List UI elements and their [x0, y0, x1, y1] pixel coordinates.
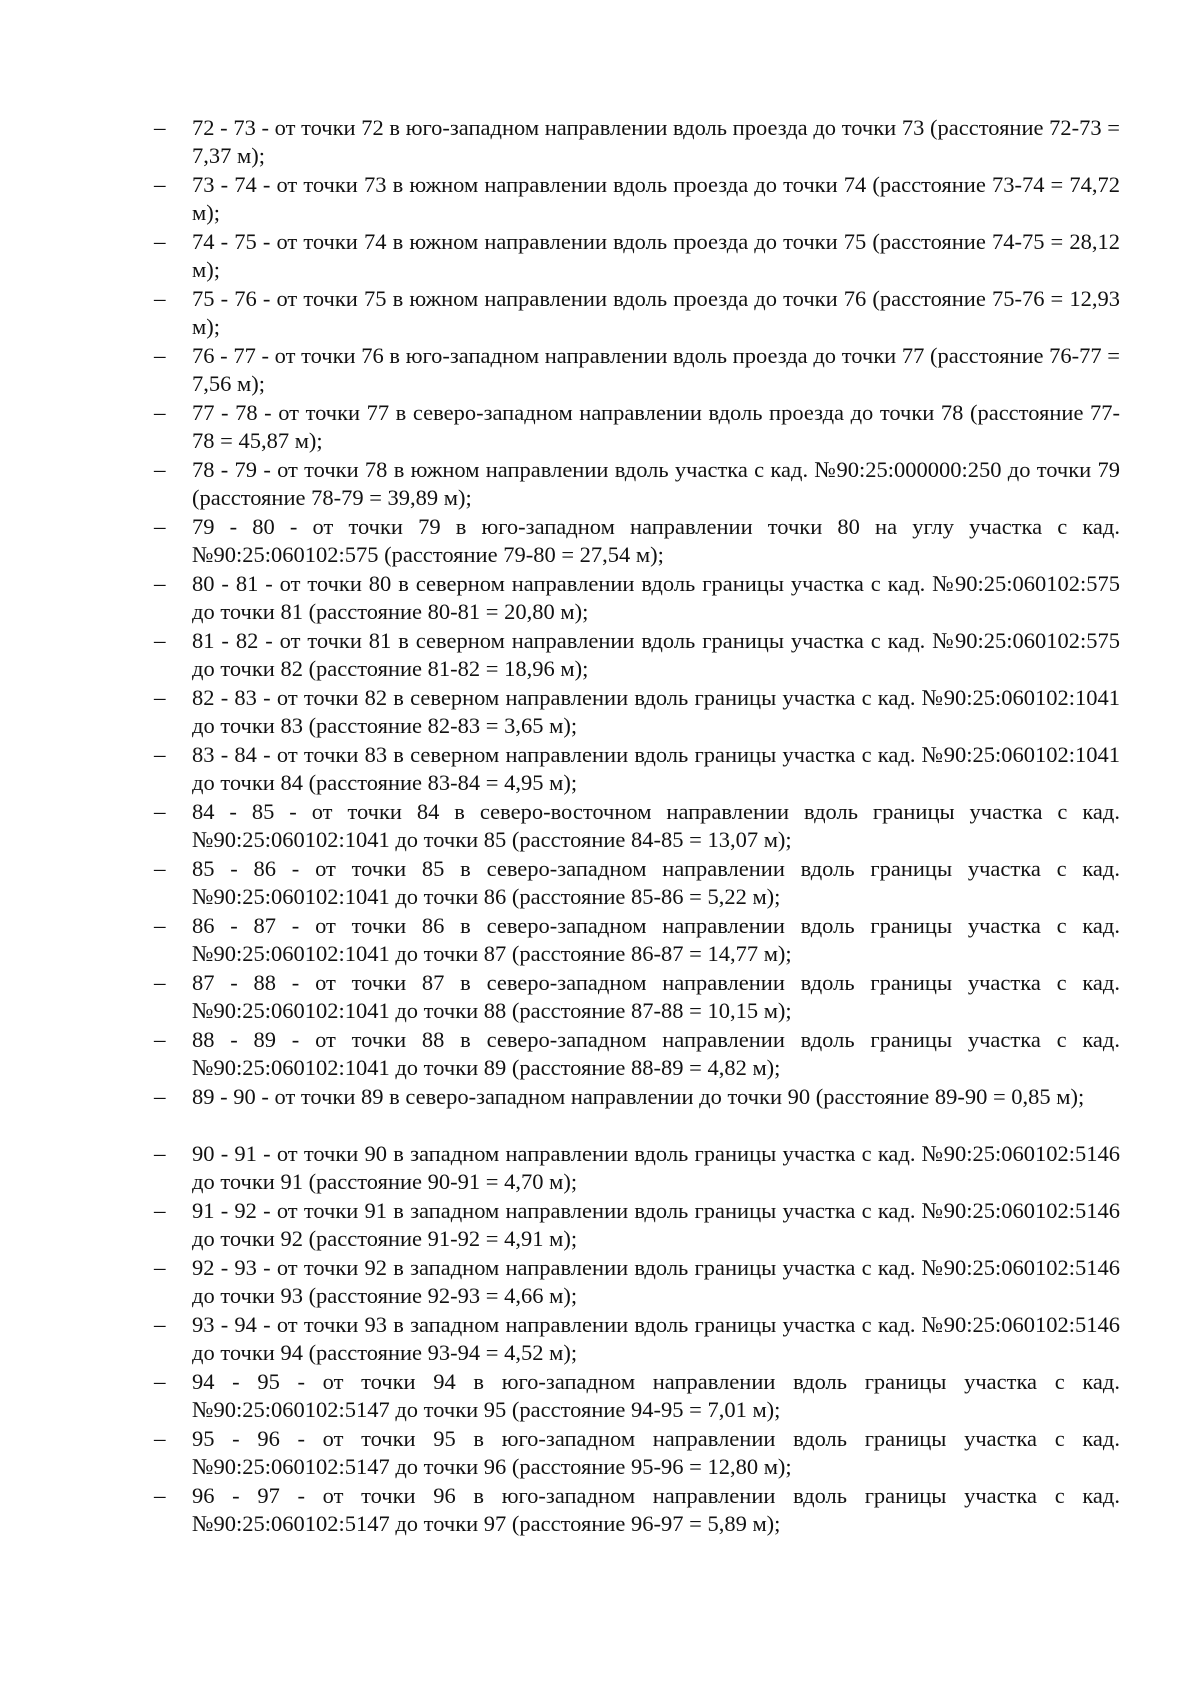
list-item-text: 84 - 85 - от точки 84 в северо-восточном направлении вдоль границы участка с кад. №90:25:060102:1041 до точки 85 (расстояние 84-85 = 13,07 м); — [192, 799, 1120, 852]
list-bullet: – — [154, 115, 166, 140]
list-bullet: – — [154, 685, 166, 710]
list-item-text: 83 - 84 - от точки 83 в северном направлении вдоль границы участка с кад. №90:25:060102:1041 до точки 84 (расстояние 83-84 = 4,95 м); — [192, 742, 1120, 795]
list-bullet: – — [154, 1141, 166, 1166]
list-item — [154, 513, 1120, 570]
list-item — [154, 1026, 1120, 1083]
list-item-text: 95 - 96 - от точки 95 в юго-западном направлении вдоль границы участка с кад. №90:25:060102:5147 до точки 96 (расстояние 95-96 = 12,80 м); — [192, 1426, 1120, 1479]
list-item — [154, 798, 1120, 855]
list-item-text: 75 - 76 - от точки 75 в южном направлении вдоль проезда до точки 76 (расстояние 75-76 = 12,93 м); — [192, 286, 1120, 339]
list-bullet: – — [154, 1312, 166, 1337]
list-bullet: – — [154, 628, 166, 653]
list-item — [154, 627, 1120, 684]
list-item-text: 78 - 79 - от точки 78 в южном направлении вдоль участка с кад. №90:25:000000:250 до точки 79 (расстояние 78-79 = 39,89 м); — [192, 457, 1120, 510]
list-item — [154, 1482, 1120, 1539]
list-bullet: – — [154, 1483, 166, 1508]
list-item — [154, 1197, 1120, 1254]
list-item-text: 81 - 82 - от точки 81 в северном направлении вдоль границы участка с кад. №90:25:060102:575 до точки 82 (расстояние 81-82 = 18,96 м); — [192, 628, 1120, 681]
list-item — [154, 684, 1120, 741]
list-bullet: – — [154, 1426, 166, 1451]
list-item — [154, 456, 1120, 513]
list-bullet: – — [154, 400, 166, 425]
list-item — [154, 1140, 1120, 1197]
list-bullet: – — [154, 1027, 166, 1052]
list-item — [154, 285, 1120, 342]
list-bullet: – — [154, 970, 166, 995]
list-item — [154, 399, 1120, 456]
list-item — [154, 855, 1120, 912]
list-item-text: 73 - 74 - от точки 73 в южном направлении вдоль проезда до точки 74 (расстояние 73-74 = 74,72 м); — [192, 172, 1120, 225]
list-item-text: 72 - 73 - от точки 72 в юго-западном направлении вдоль проезда до точки 73 (расстояние 72-73 = 7,37 м); — [192, 115, 1120, 168]
list-item-text: 82 - 83 - от точки 82 в северном направлении вдоль границы участка с кад. №90:25:060102:1041 до точки 83 (расстояние 82-83 = 3,65 м); — [192, 685, 1120, 738]
list-item-text: 96 - 97 - от точки 96 в юго-западном направлении вдоль границы участка с кад. №90:25:060102:5147 до точки 97 (расстояние 96-97 = 5,89 м); — [192, 1483, 1120, 1536]
list-item — [154, 1254, 1120, 1311]
list-bullet: – — [154, 799, 166, 824]
list-bullet: – — [154, 172, 166, 197]
list-bullet: – — [154, 343, 166, 368]
list-item — [154, 1425, 1120, 1482]
list-item — [154, 1083, 1120, 1140]
list-item — [154, 969, 1120, 1026]
list-item-text: 89 - 90 - от точки 89 в северо-западном направлении до точки 90 (расстояние 89-90 = 0,85 м); — [192, 1084, 1085, 1109]
list-bullet: – — [154, 1369, 166, 1394]
list-bullet: – — [154, 742, 166, 767]
list-item — [154, 570, 1120, 627]
list-item-text: 74 - 75 - от точки 74 в южном направлении вдоль проезда до точки 75 (расстояние 74-75 = 28,12 м); — [192, 229, 1120, 282]
list-item — [154, 342, 1120, 399]
list-item-text: 80 - 81 - от точки 80 в северном направлении вдоль границы участка с кад. №90:25:060102:575 до точки 81 (расстояние 80-81 = 20,80 м); — [192, 571, 1120, 624]
list-item — [154, 912, 1120, 969]
list-item — [154, 1368, 1120, 1425]
boundary-description-list — [154, 114, 1120, 1539]
list-bullet: – — [154, 856, 166, 881]
list-bullet: – — [154, 1198, 166, 1223]
list-item-text: 88 - 89 - от точки 88 в северо-западном направлении вдоль границы участка с кад. №90:25:060102:1041 до точки 89 (расстояние 88-89 = 4,82 м); — [192, 1027, 1120, 1080]
list-bullet: – — [154, 913, 166, 938]
list-item — [154, 114, 1120, 171]
list-item-text: 85 - 86 - от точки 85 в северо-западном направлении вдоль границы участка с кад. №90:25:060102:1041 до точки 86 (расстояние 85-86 = 5,22 м); — [192, 856, 1120, 909]
list-bullet: – — [154, 1255, 166, 1280]
list-item-text: 90 - 91 - от точки 90 в западном направлении вдоль границы участка с кад. №90:25:060102:5146 до точки 91 (расстояние 90-91 = 4,70 м); — [192, 1141, 1120, 1194]
list-item-text: 92 - 93 - от точки 92 в западном направлении вдоль границы участка с кад. №90:25:060102:5146 до точки 93 (расстояние 92-93 = 4,66 м); — [192, 1255, 1120, 1308]
list-item-text: 77 - 78 - от точки 77 в северо-западном направлении вдоль проезда до точки 78 (расстояние 77-78 = 45,87 м); — [192, 400, 1120, 453]
list-item — [154, 741, 1120, 798]
list-bullet: – — [154, 571, 166, 596]
list-item — [154, 1311, 1120, 1368]
list-bullet: – — [154, 286, 166, 311]
list-item-text: 76 - 77 - от точки 76 в юго-западном направлении вдоль проезда до точки 77 (расстояние 76-77 = 7,56 м); — [192, 343, 1120, 396]
list-item-text: 91 - 92 - от точки 91 в западном направлении вдоль границы участка с кад. №90:25:060102:5146 до точки 92 (расстояние 91-92 = 4,91 м); — [192, 1198, 1120, 1251]
list-bullet: – — [154, 457, 166, 482]
list-item-text: 94 - 95 - от точки 94 в юго-западном направлении вдоль границы участка с кад. №90:25:060102:5147 до точки 95 (расстояние 94-95 = 7,01 м); — [192, 1369, 1120, 1422]
list-item-text: 87 - 88 - от точки 87 в северо-западном направлении вдоль границы участка с кад. №90:25:060102:1041 до точки 88 (расстояние 87-88 = 10,15 м); — [192, 970, 1120, 1023]
list-item-text: 79 - 80 - от точки 79 в юго-западном направлении точки 80 на углу участка с кад. №90:25:060102:575 (расстояние 79-80 = 27,54 м); — [192, 514, 1120, 567]
list-item-text: 86 - 87 - от точки 86 в северо-западном направлении вдоль границы участка с кад. №90:25:060102:1041 до точки 87 (расстояние 86-87 = 14,77 м); — [192, 913, 1120, 966]
list-item — [154, 171, 1120, 228]
list-item — [154, 228, 1120, 285]
list-bullet: – — [154, 514, 166, 539]
list-item-text: 93 - 94 - от точки 93 в западном направлении вдоль границы участка с кад. №90:25:060102:5146 до точки 94 (расстояние 93-94 = 4,52 м); — [192, 1312, 1120, 1365]
list-bullet: – — [154, 229, 166, 254]
list-bullet: – — [154, 1084, 166, 1109]
